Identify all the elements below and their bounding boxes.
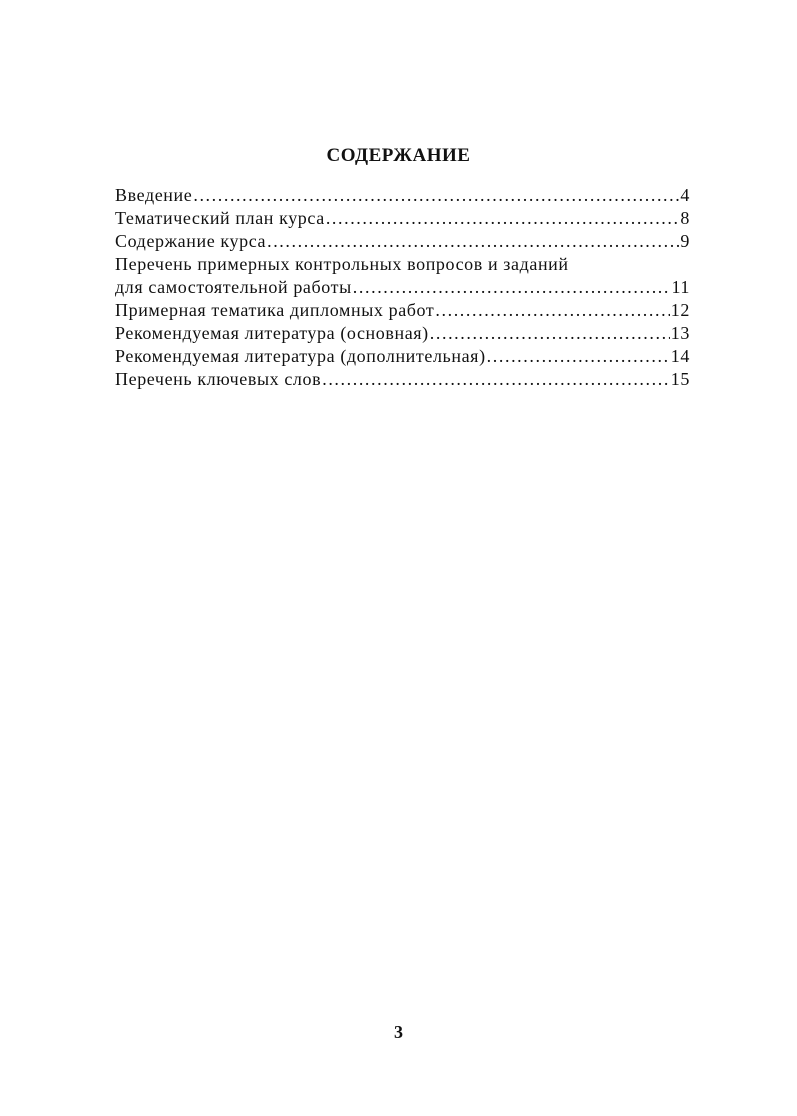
toc-leader-dots (435, 299, 669, 322)
toc-entry[interactable] (115, 322, 690, 345)
toc-leader-dots (430, 322, 670, 345)
page-number: 3 (394, 1022, 403, 1042)
toc-entry-label-line1: Перечень примерных контрольных вопросов и заданий (115, 254, 569, 274)
toc-entry-page: 12 (670, 300, 690, 320)
toc-entry-label: Рекомендуемая литература (дополнительная) (115, 346, 486, 366)
toc-entry-page: 13 (670, 323, 690, 343)
toc-title: СОДЕРЖАНИЕ (326, 145, 471, 166)
toc-entry[interactable] (115, 184, 690, 207)
toc-leader-dots (353, 276, 671, 299)
toc-entry-label: Перечень ключевых слов (115, 369, 322, 389)
toc-entry[interactable] (115, 299, 690, 322)
toc-leader-dots (487, 345, 670, 368)
toc-entry-label: Примерная тематика дипломных работ (115, 300, 435, 320)
toc-entry-page: 14 (670, 346, 690, 366)
toc-entry-label: Тематический план курса (115, 208, 325, 228)
toc-entry-first-line[interactable] (115, 253, 690, 276)
toc-entry-label: Рекомендуемая литература (основная) (115, 323, 429, 343)
toc-leader-dots (326, 207, 680, 230)
toc-entry[interactable] (115, 207, 690, 230)
toc-entry[interactable] (115, 276, 690, 299)
toc-entry-label: Содержание курса (115, 231, 267, 251)
toc-entry-page: 11 (671, 277, 690, 297)
toc-leader-dots (322, 368, 670, 391)
toc-entry[interactable] (115, 345, 690, 368)
toc-entry-label: Введение (115, 185, 193, 205)
toc-entry[interactable] (115, 230, 690, 253)
toc-entry[interactable] (115, 368, 690, 391)
toc-leader-dots (267, 230, 679, 253)
toc-entry-page: 8 (680, 208, 690, 228)
toc-entry-page: 4 (680, 185, 690, 205)
toc-entry-label: для самостоятельной работы (115, 277, 352, 297)
toc-entry-page: 15 (670, 369, 690, 389)
table-of-contents (115, 184, 690, 391)
toc-entry-page: 9 (680, 231, 690, 251)
toc-leader-dots (193, 184, 679, 207)
